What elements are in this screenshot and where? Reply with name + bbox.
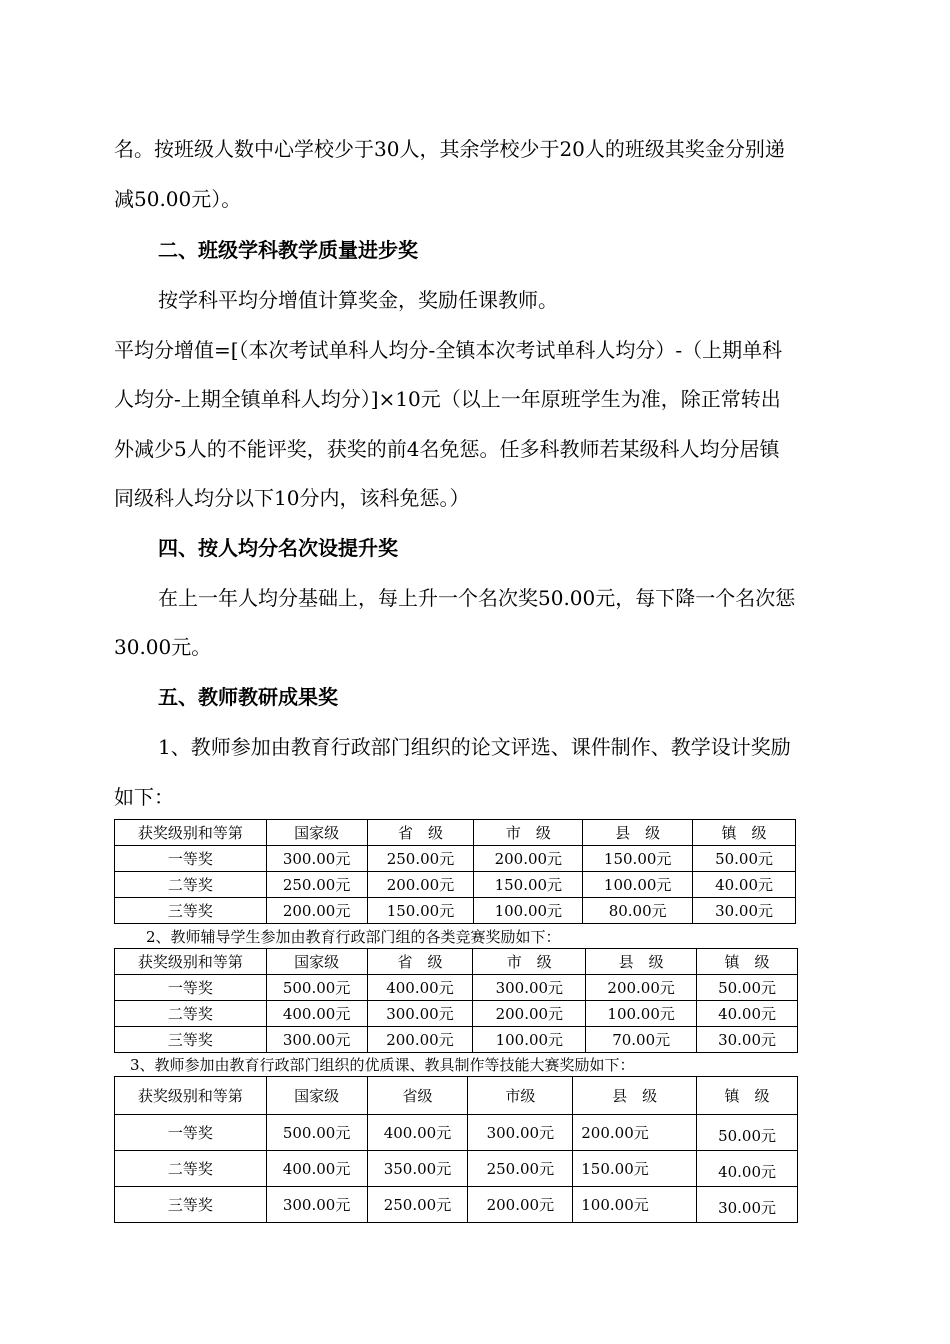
header-cell: 省 级 (367, 820, 474, 846)
table-cell: 50.00元 (697, 1115, 798, 1151)
header-cell: 镇 级 (697, 1077, 798, 1115)
table-cell: 250.00元 (367, 1187, 468, 1223)
table-row (115, 1115, 798, 1151)
table-cell: 二等奖 (115, 872, 267, 898)
table-header-row (115, 949, 798, 975)
paragraph-line: 30.00元。 (114, 635, 212, 659)
table-cell: 400.00元 (266, 1001, 367, 1027)
table-cell: 150.00元 (573, 1151, 697, 1187)
header-cell: 国家级 (266, 949, 367, 975)
header-cell: 县 级 (583, 820, 693, 846)
table-cell: 二等奖 (115, 1001, 267, 1027)
table-cell: 250.00元 (266, 872, 367, 898)
table-cell: 300.00元 (266, 1027, 367, 1053)
table-cell: 300.00元 (266, 846, 367, 872)
table-cell: 150.00元 (367, 898, 474, 924)
header-cell: 国家级 (266, 1077, 367, 1115)
table-row (115, 898, 796, 924)
table-cell: 150.00元 (474, 872, 583, 898)
table-row (115, 1187, 798, 1223)
table-cell: 150.00元 (583, 846, 693, 872)
table-cell: 200.00元 (573, 1115, 697, 1151)
table-cell: 30.00元 (693, 898, 796, 924)
header-cell: 获奖级别和等第 (115, 1077, 267, 1115)
paragraph-line: 减50.00元）。 (114, 187, 242, 211)
table-cell: 一等奖 (115, 975, 267, 1001)
table-header-row (115, 1077, 798, 1115)
award-table-3 (114, 1076, 798, 1223)
table-cell: 200.00元 (474, 846, 583, 872)
header-cell: 国家级 (266, 820, 367, 846)
table-row (115, 846, 796, 872)
table-cell: 500.00元 (266, 975, 367, 1001)
paragraph-line: 如下： (114, 785, 174, 809)
table-cell: 100.00元 (473, 1027, 586, 1053)
table-row (115, 1001, 798, 1027)
table-cell: 40.00元 (697, 1151, 798, 1187)
table-cell: 200.00元 (367, 1027, 473, 1053)
table-cell: 300.00元 (367, 1001, 473, 1027)
table-row (115, 872, 796, 898)
paragraph-line: 名。按班级人数中心学校少于30人，其余学校少于20人的班级其奖金分别递 (114, 137, 785, 161)
table-cell: 200.00元 (468, 1187, 573, 1223)
section-heading: 五、教师教研成果奖 (158, 685, 338, 709)
paragraph-line: 同级科人均分以下10分内，该科免惩。） (114, 486, 470, 510)
header-cell: 市 级 (474, 820, 583, 846)
table-cell: 30.00元 (697, 1187, 798, 1223)
table-cell: 200.00元 (266, 898, 367, 924)
table-cell: 80.00元 (583, 898, 693, 924)
award-table-2 (114, 948, 798, 1053)
table-row (115, 975, 798, 1001)
table-cell: 100.00元 (583, 872, 693, 898)
header-cell: 市 级 (473, 949, 586, 975)
header-cell: 省 级 (367, 949, 473, 975)
table-cell: 400.00元 (266, 1151, 367, 1187)
table-cell: 400.00元 (367, 975, 473, 1001)
paragraph-line: 1、教师参加由教育行政部门组织的论文评选、课件制作、教学设计奖励 (158, 735, 791, 759)
table-cell: 100.00元 (474, 898, 583, 924)
paragraph-line: 人均分-上期全镇单科人均分）]×10元（以上一年原班学生为准，除正常转出 (114, 387, 781, 411)
table-caption: 2、教师辅导学生参加由教育行政部门组的各类竞赛奖励如下： (146, 928, 561, 946)
header-cell: 市级 (468, 1077, 573, 1115)
table-cell: 三等奖 (115, 898, 267, 924)
header-cell: 镇 级 (697, 949, 798, 975)
table-cell: 一等奖 (115, 846, 267, 872)
header-cell: 省级 (367, 1077, 468, 1115)
header-cell: 获奖级别和等第 (115, 820, 267, 846)
paragraph-line: 平均分增值=[（本次考试单科人均分-全镇本次考试单科人均分）-（上期单科 (114, 338, 783, 362)
table-cell: 三等奖 (115, 1187, 267, 1223)
table-cell: 50.00元 (697, 975, 798, 1001)
table-cell: 500.00元 (266, 1115, 367, 1151)
table-cell: 300.00元 (266, 1187, 367, 1223)
table-cell: 200.00元 (473, 1001, 586, 1027)
table-row (115, 1027, 798, 1053)
table-cell: 100.00元 (573, 1187, 697, 1223)
table-cell: 350.00元 (367, 1151, 468, 1187)
table-cell: 300.00元 (468, 1115, 573, 1151)
table-header-row (115, 820, 796, 846)
table-cell: 70.00元 (586, 1027, 697, 1053)
table-cell: 40.00元 (697, 1001, 798, 1027)
table-cell: 40.00元 (693, 872, 796, 898)
table-cell: 250.00元 (468, 1151, 573, 1187)
paragraph-line: 在上一年人均分基础上，每上升一个名次奖50.00元，每下降一个名次惩 (158, 586, 796, 610)
table-cell: 250.00元 (367, 846, 474, 872)
table-row (115, 1151, 798, 1187)
header-cell: 镇 级 (693, 820, 796, 846)
paragraph-line: 按学科平均分增值计算奖金，奖励任课教师。 (158, 288, 558, 312)
table-cell: 三等奖 (115, 1027, 267, 1053)
header-cell: 县 级 (573, 1077, 697, 1115)
header-cell: 县 级 (586, 949, 697, 975)
table-cell: 50.00元 (693, 846, 796, 872)
table-cell: 100.00元 (586, 1001, 697, 1027)
table-cell: 400.00元 (367, 1115, 468, 1151)
award-table-1 (114, 819, 796, 924)
table-cell: 一等奖 (115, 1115, 267, 1151)
paragraph-line: 外减少5人的不能评奖，获奖的前4名免惩。任多科教师若某级科人均分居镇 (114, 437, 780, 461)
table-caption: 3、教师参加由教育行政部门组织的优质课、教具制作等技能大赛奖励如下： (130, 1056, 635, 1074)
table-cell: 二等奖 (115, 1151, 267, 1187)
section-heading: 四、按人均分名次设提升奖 (158, 536, 398, 560)
table-cell: 30.00元 (697, 1027, 798, 1053)
table-cell: 200.00元 (367, 872, 474, 898)
table-cell: 300.00元 (473, 975, 586, 1001)
header-cell: 获奖级别和等第 (115, 949, 267, 975)
section-heading: 二、班级学科教学质量进步奖 (158, 238, 418, 262)
table-cell: 200.00元 (586, 975, 697, 1001)
